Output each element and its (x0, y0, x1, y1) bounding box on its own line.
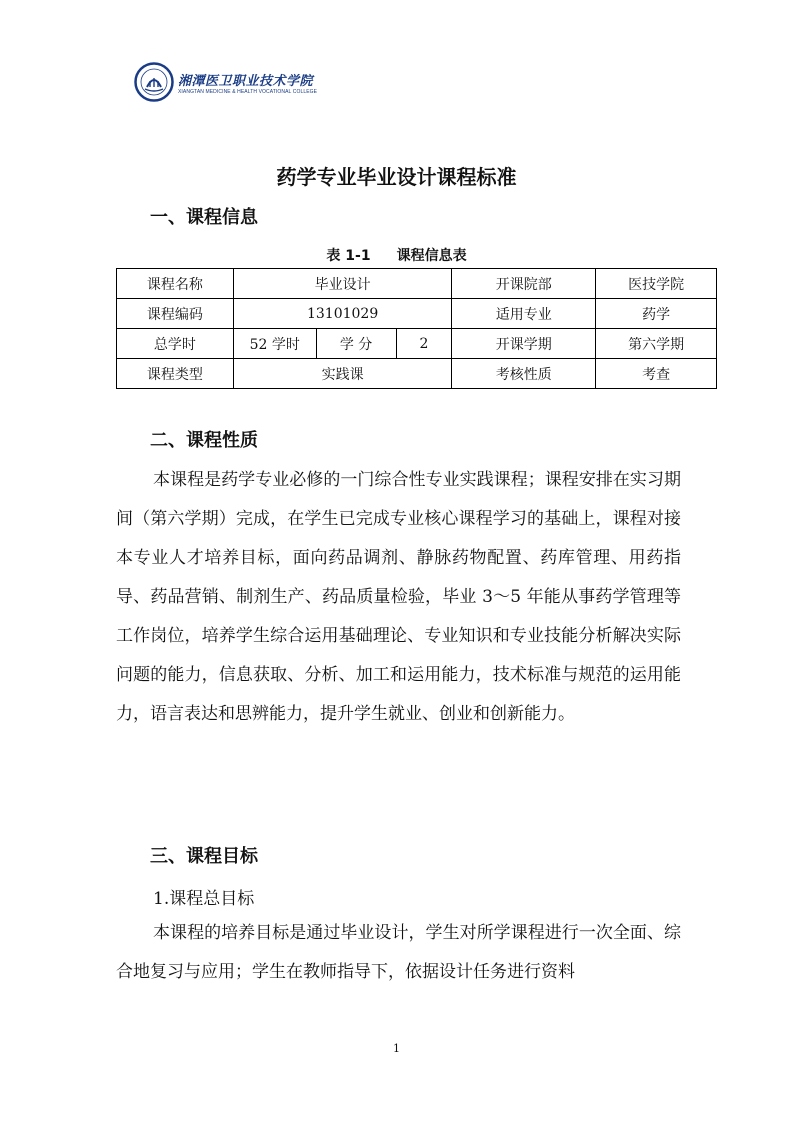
table-cell: 学 分 (316, 329, 396, 359)
table-cell: 课程名称 (117, 269, 234, 299)
sub-heading-overall-goal: 1.课程总目标 (153, 889, 255, 909)
table-row (117, 359, 717, 389)
course-nature-paragraph: 本课程是药学专业必修的一门综合性专业实践课程；课程安排在实习期间（第六学期）完成，在学生已完成专业核心课程学习的基础上，课程对接本专业人才培养目标，面向药品调剂、静脉药物配置、药库管理、用药指导、药品营销、制剂生产、药品质量检验，毕业 3～5 年能从事药学管理等工作岗位，培养学生综合运用基础理论、专业知识和专业技能分析解决实际问题的能力，信息获取、分析、加工和运用能力，技术标准与规范的运用能力，语言表达和思辨能力，提升学生就业、创业和创新能力。 (116, 470, 681, 724)
table-cell: 52 学时 (233, 329, 316, 359)
table-cell: 适用专业 (452, 299, 596, 329)
table-cell: 考查 (596, 359, 717, 389)
section-heading-course-nature: 二、课程性质 (150, 430, 258, 451)
college-logo (134, 62, 317, 102)
course-goal-paragraph: 本课程的培养目标是通过毕业设计，学生对所学课程进行一次全面、综合地复习与应用；学生在教师指导下，依据设计任务进行资料 (116, 923, 681, 982)
logo-chinese-name: 湘潭医卫职业技术学院 (178, 73, 314, 89)
table-caption-number: 表 1-1 (326, 248, 371, 264)
table-cell: 医技学院 (596, 269, 717, 299)
table-row (117, 269, 717, 299)
section-heading-course-info: 一、课程信息 (150, 207, 258, 228)
college-emblem-icon (134, 62, 174, 102)
table-cell: 毕业设计 (233, 269, 452, 299)
table-cell: 考核性质 (452, 359, 596, 389)
table-cell: 总学时 (117, 329, 234, 359)
logo-english-name: XIANGTAN MEDICINE & HEALTH VOCATIONAL COLLEGE (178, 88, 318, 95)
table-cell: 13101029 (233, 299, 452, 329)
table-cell: 开课学期 (452, 329, 596, 359)
table-caption (0, 245, 793, 265)
table-row (117, 299, 717, 329)
table-cell: 课程编码 (117, 299, 234, 329)
table-cell: 第六学期 (596, 329, 717, 359)
table-cell: 课程类型 (117, 359, 234, 389)
table-row (117, 329, 717, 359)
table-cell: 开课院部 (452, 269, 596, 299)
table-caption-title: 课程信息表 (396, 248, 467, 264)
page-number: 1 (393, 1042, 400, 1055)
table-cell: 实践课 (233, 359, 452, 389)
course-info-table (116, 268, 717, 389)
table-cell: 2 (396, 329, 452, 359)
section-heading-course-goals: 三、课程目标 (150, 846, 258, 867)
document-title: 药学专业毕业设计课程标准 (276, 165, 517, 189)
table-cell: 药学 (596, 299, 717, 329)
